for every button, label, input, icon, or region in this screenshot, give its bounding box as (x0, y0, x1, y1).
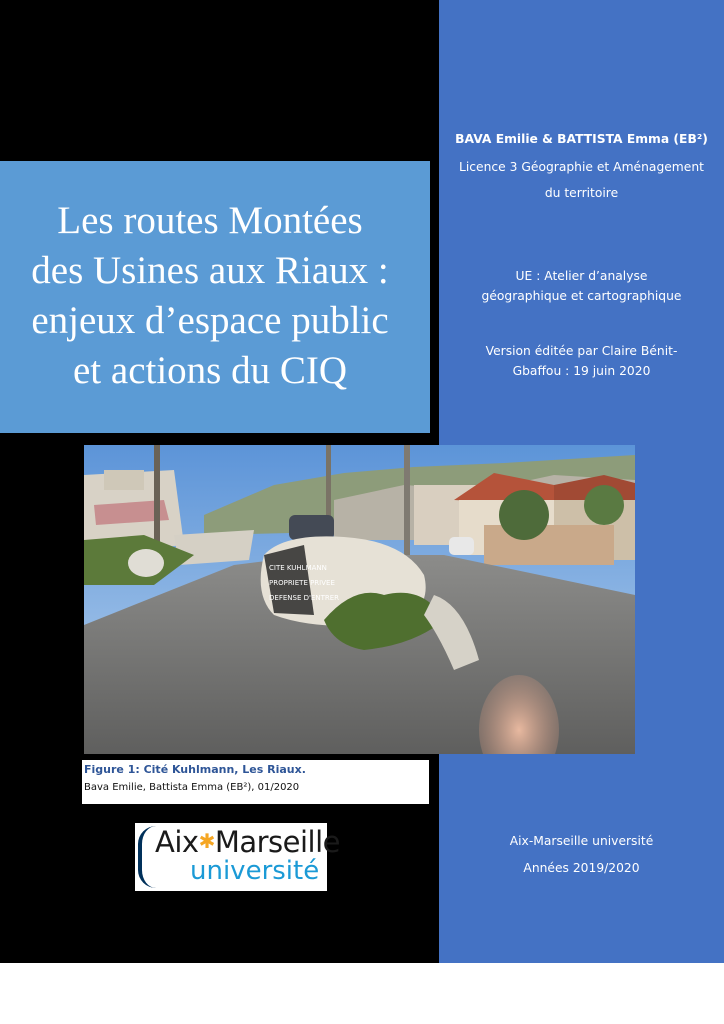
ue-line1: UE : Atelier d’analyse (515, 269, 648, 283)
ue-line2: géographique et cartographique (481, 289, 682, 303)
document-title (0, 196, 420, 396)
logo-bottom-text: université (190, 856, 320, 886)
degree-line2: du territoire (544, 186, 619, 200)
version-note (439, 341, 724, 381)
title-line3: enjeux d’espace public (31, 299, 389, 342)
footer-years: Années 2019/2020 (523, 861, 640, 875)
title-line1: Les routes Montées (57, 199, 363, 242)
title-line2: des Usines aux Riaux : (31, 249, 389, 292)
figure-caption: Figure 1: Cité Kuhlmann, Les Riaux. (84, 763, 306, 776)
cover-photo (84, 445, 635, 754)
logo-bracket (138, 826, 156, 888)
rock-text-3: DEFENSE D'ENTRER (269, 594, 339, 602)
figure-credit: Bava Emilie, Battista Emma (EB²), 01/2020 (84, 782, 300, 793)
logo-marseille: Marseille (214, 825, 341, 859)
version-line2: Gbaffou : 19 juin 2020 (512, 364, 651, 378)
university-logo (135, 823, 341, 891)
rock-text-1: CITE KUHLMANN (269, 564, 327, 572)
version-line1: Version éditée par Claire Bénit- (485, 344, 678, 358)
degree-line1: Licence 3 Géographie et Aménagement (459, 160, 704, 174)
logo-star-icon: ✱ (198, 829, 215, 853)
footer-university: Aix-Marseille université (509, 834, 654, 848)
degree (439, 157, 724, 203)
logo-aix: Aix (155, 825, 199, 859)
street-scene-illustration (84, 445, 635, 754)
rock-text-2: PROPRIETE PRIVEE (269, 579, 335, 587)
course-unit (439, 266, 724, 306)
authors: BAVA Emilie & BATTISTA Emma (EB²) (455, 132, 708, 146)
title-line4: et actions du CIQ (72, 349, 348, 392)
logo-top-text (155, 825, 340, 859)
